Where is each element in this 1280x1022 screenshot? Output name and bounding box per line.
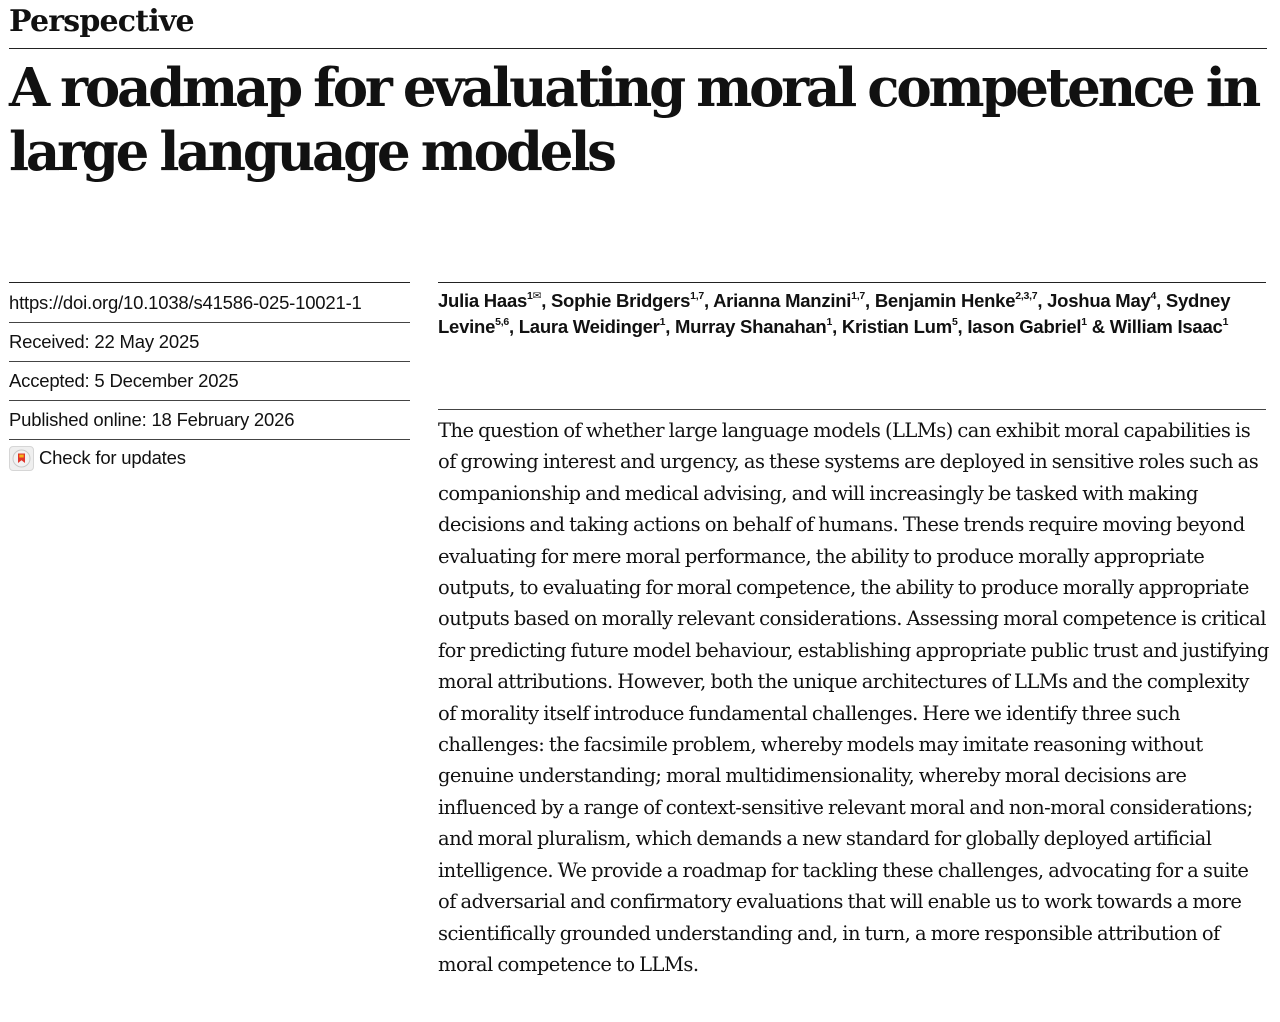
published-date: Published online: 18 February 2026 [9, 401, 410, 440]
author-separator: , [665, 316, 675, 337]
author-separator: , [832, 316, 842, 337]
author-name[interactable]: Laura Weidinger [518, 316, 660, 337]
author-affiliation: 1 [826, 315, 833, 328]
article-type-label: Perspective [9, 4, 194, 39]
author-separator: , [703, 290, 714, 311]
author-name[interactable]: William Isaac [1109, 316, 1223, 337]
accepted-date: Accepted: 5 December 2025 [9, 362, 410, 401]
author-name[interactable]: Joshua May [1047, 290, 1151, 311]
author-name[interactable]: Sydney Levine [438, 290, 1231, 337]
check-updates-label: Check for updates [39, 447, 186, 468]
author-separator: , [1156, 290, 1166, 311]
author-affiliation: 2,3,7 [1015, 289, 1038, 302]
article-title: A roadmap for evaluating moral competence in large language models [9, 57, 1259, 183]
received-date: Received: 22 May 2025 [9, 323, 410, 362]
author-separator: , [541, 290, 551, 311]
author-affiliation: 5,6 [495, 315, 509, 328]
author-separator: , [865, 290, 875, 311]
article-metadata [9, 284, 410, 440]
author-separator: , [508, 316, 519, 337]
check-for-updates-button[interactable] [9, 444, 186, 472]
authors-top-divider [438, 282, 1266, 283]
author-name[interactable]: Iason Gabriel [967, 316, 1082, 337]
author-separator: & [1086, 316, 1110, 337]
corresponding-author-mail-icon[interactable]: ✉ [532, 289, 542, 302]
author-affiliation: 1 [1222, 315, 1229, 328]
author-list [438, 288, 1238, 340]
author-affiliation: 1,7 [851, 289, 866, 302]
author-name[interactable]: Julia Haas [438, 290, 528, 311]
author-name[interactable]: Sophie Bridgers [550, 290, 691, 311]
author-affiliation: 1,7 [690, 289, 704, 302]
crossmark-icon [9, 446, 34, 471]
author-affiliation: 4 [1150, 289, 1157, 302]
meta-top-divider [9, 282, 410, 283]
abstract-divider [438, 409, 1266, 410]
header-divider [9, 48, 1267, 49]
author-separator: , [957, 316, 968, 337]
author-name[interactable]: Arianna Manzini [713, 290, 852, 311]
author-affiliation: 1 [659, 315, 666, 328]
author-name[interactable]: Murray Shanahan [674, 316, 827, 337]
author-separator: , [1037, 290, 1048, 311]
author-affiliation: 1 [527, 289, 533, 302]
author-affiliation: 5 [951, 315, 958, 328]
author-name[interactable]: Benjamin Henke [874, 290, 1016, 311]
abstract-text: The question of whether large language models (LLMs) can exhibit moral capabilities is of growing interest and urgency, as these systems are deployed in sensitive roles such as companionship and medical advising, and will increasingly be tasked with making decisions and taking actions on behalf of humans. These trends require moving beyond evaluating for mere moral performance, the ability to produce morally appropriate outputs, to evaluating for moral competence, the ability to produce morally appropriate outputs based on morally relevant considerations. Assessing moral competence is critical for predicting future model behaviour, establishing appropriate public trust and justifying moral attributions. However, both the unique architectures of LLMs and the complexity of morality itself introduce fundamental challenges. Here we identify three such challenges: the facsimile problem, whereby models may imitate reasoning without genuine understanding; moral multidimensionality, whereby moral decisions are influenced by a range of context-sensitive relevant moral and non-moral considerations; and moral pluralism, which demands a new standard for globally deployed artificial intelligence. We provide a roadmap for tackling these challenges, advocating for a suite of adversarial and confirmatory evaluations that will enable us to work towards a more scientifically grounded understanding and, in turn, a more responsible attribution of moral competence to LLMs. [438, 419, 1269, 976]
author-name[interactable]: Kristian Lum [841, 316, 952, 337]
author-affiliation: 1 [1081, 315, 1087, 328]
doi-link[interactable]: https://doi.org/10.1038/s41586-025-10021-1 [9, 284, 410, 323]
